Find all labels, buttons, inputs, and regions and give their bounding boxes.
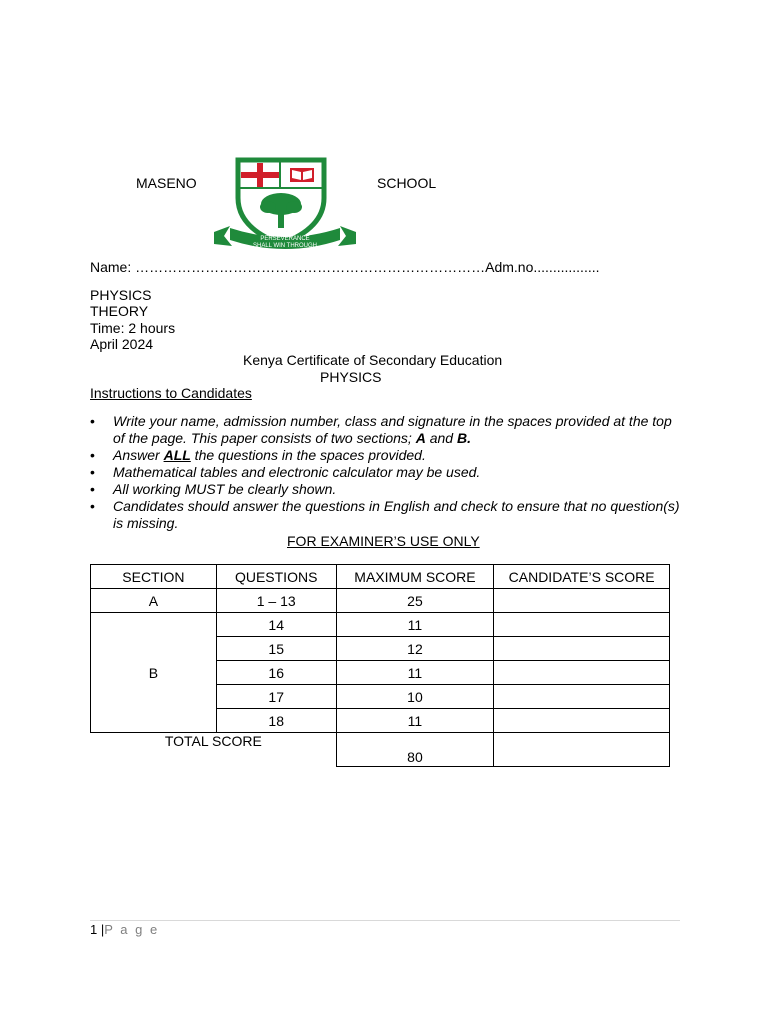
questions-cell: 14: [216, 613, 336, 637]
instructions-heading: Instructions to Candidates: [90, 385, 252, 401]
examiner-heading: FOR EXAMINER’S USE ONLY: [287, 533, 480, 549]
questions-cell: 16: [216, 661, 336, 685]
max-score-cell: 11: [336, 613, 494, 637]
max-score-cell: 10: [336, 685, 494, 709]
max-score-cell: 11: [336, 661, 494, 685]
total-score-label: TOTAL SCORE: [164, 733, 262, 749]
column-header: MAXIMUM SCORE: [336, 565, 494, 589]
subject-label: PHYSICS: [90, 287, 152, 303]
page-footer: [90, 922, 159, 937]
school-crest-logo: [210, 154, 360, 254]
column-header: SECTION: [91, 565, 217, 589]
page-separator: |: [100, 922, 105, 937]
instruction-item: • All working MUST be clearly shown.: [90, 481, 680, 498]
instruction-item: • Mathematical tables and electronic calculator may be used.: [90, 464, 680, 481]
max-score-cell: 12: [336, 637, 494, 661]
section-cell: A: [91, 589, 217, 613]
paper-label: THEORY: [90, 303, 149, 319]
instruction-text: Write your name, admission number, class and signature in the spaces provided at the top of the page. This paper consists of two sections;: [113, 413, 672, 446]
candidate-score-cell[interactable]: [494, 661, 670, 685]
instruction-item: [90, 413, 680, 447]
total-row: [91, 733, 670, 767]
table-row: [91, 613, 670, 637]
table-header-row: [91, 565, 670, 589]
school-name-right: SCHOOL: [377, 175, 437, 191]
questions-cell: 18: [216, 709, 336, 733]
instruction-text: the questions in the spaces provided.: [190, 447, 426, 463]
instruction-item: • Candidates should answer the questions in English and check to ensure that no question(s) is missing.: [90, 498, 680, 532]
candidate-score-cell[interactable]: [494, 589, 670, 613]
school-name-left: MASENO: [136, 175, 197, 191]
column-header: QUESTIONS: [216, 565, 336, 589]
instructions-list: [90, 413, 680, 532]
candidate-score-cell[interactable]: [494, 685, 670, 709]
candidate-score-cell[interactable]: [494, 613, 670, 637]
page-label: P a g e: [104, 922, 160, 937]
crest-motto-line2: SHALL WIN THROUGH: [252, 243, 318, 249]
candidate-score-cell[interactable]: [494, 709, 670, 733]
column-header: CANDIDATE’S SCORE: [494, 565, 670, 589]
crest-motto-line1: PERSEVERANCE: [260, 236, 310, 242]
total-candidate-score[interactable]: [494, 733, 670, 767]
time-label: Time: 2 hours: [90, 320, 176, 336]
page-number: 1: [90, 922, 98, 937]
instruction-text: Answer: [113, 447, 164, 463]
max-score-cell: 25: [336, 589, 494, 613]
all-emphasis: ALL: [163, 447, 191, 463]
section-b-ref: B.: [456, 430, 471, 446]
questions-cell: 15: [216, 637, 336, 661]
name-admno-line: Name: …………………………………………………………………Adm.no.................: [90, 259, 600, 275]
exam-title: Kenya Certificate of Secondary Education: [243, 352, 503, 368]
instruction-item: [90, 447, 680, 464]
exam-subject: PHYSICS: [320, 369, 382, 385]
max-score-cell: 11: [336, 709, 494, 733]
section-a-ref: A: [415, 430, 426, 446]
section-cell: B: [91, 613, 217, 733]
table-row: [91, 589, 670, 613]
instruction-text: and: [425, 430, 457, 446]
date-label: April 2024: [90, 336, 154, 352]
questions-cell: 1 – 13: [216, 589, 336, 613]
questions-cell: 17: [216, 685, 336, 709]
score-table: [90, 564, 670, 767]
candidate-score-cell[interactable]: [494, 637, 670, 661]
footer-divider: [90, 920, 680, 921]
total-max-score: 80: [336, 733, 494, 767]
